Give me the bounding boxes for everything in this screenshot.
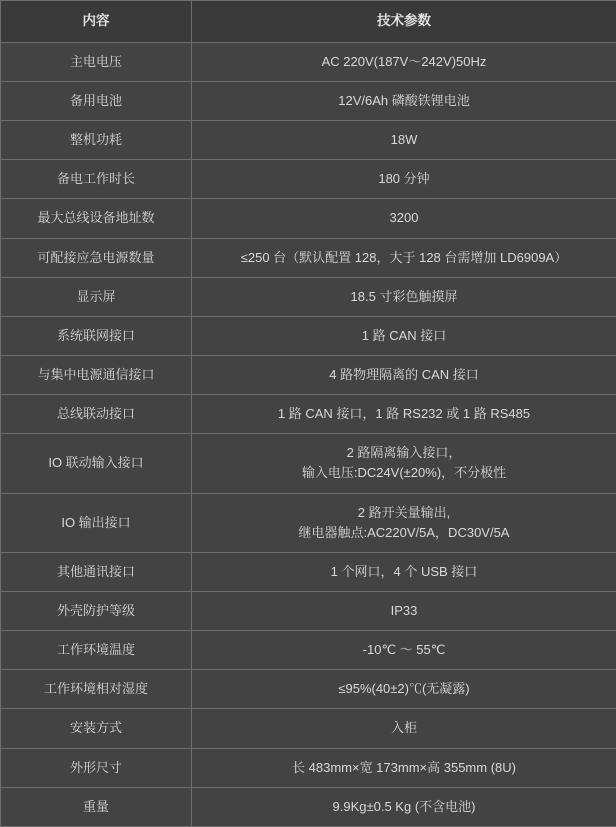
row-value-line: 2 路开关量输出, xyxy=(198,503,610,523)
table-row xyxy=(1,631,616,670)
row-item-cell: 系统联网接口 xyxy=(1,316,192,355)
row-value-line: -10℃ ～ 55℃ xyxy=(198,640,610,660)
row-value-line: 18W xyxy=(198,130,610,150)
row-value-line: 9.9Kg±0.5 Kg (不含电池) xyxy=(198,797,610,817)
table-row xyxy=(1,316,616,355)
table-row xyxy=(1,42,616,81)
row-value-cell xyxy=(192,316,616,355)
table-row xyxy=(1,82,616,121)
column-header-item: 内容 xyxy=(1,1,192,43)
row-value-cell xyxy=(192,395,616,434)
row-value-line: 1 个网口，4 个 USB 接口 xyxy=(198,562,610,582)
row-value-line: ≤95%(40±2)℃(无凝露) xyxy=(198,679,610,699)
table-row xyxy=(1,356,616,395)
row-item-cell: 工作环境相对湿度 xyxy=(1,670,192,709)
table-header xyxy=(1,1,616,43)
row-value-cell xyxy=(192,42,616,81)
table-row xyxy=(1,670,616,709)
row-value-line: 4 路物理隔离的 CAN 接口 xyxy=(198,365,610,385)
table-row xyxy=(1,552,616,591)
row-value-line: 1 路 CAN 接口 xyxy=(198,326,610,346)
table-row xyxy=(1,238,616,277)
row-item-cell: 外壳防护等级 xyxy=(1,592,192,631)
row-value-line: 18.5 寸彩色触摸屏 xyxy=(198,287,610,307)
column-header-value: 技术参数 xyxy=(192,1,616,43)
row-value-line: 12V/6Ah 磷酸铁锂电池 xyxy=(198,91,610,111)
table-row xyxy=(1,592,616,631)
row-value-cell xyxy=(192,670,616,709)
row-value-cell xyxy=(192,631,616,670)
row-value-cell xyxy=(192,493,616,552)
table-row xyxy=(1,434,616,493)
row-value-cell xyxy=(192,592,616,631)
row-value-line: IP33 xyxy=(198,601,610,621)
row-item-cell: 备用电池 xyxy=(1,82,192,121)
row-item-cell: IO 联动输入接口 xyxy=(1,434,192,493)
row-value-cell xyxy=(192,82,616,121)
table-row xyxy=(1,493,616,552)
row-value-line: 长 483mm×宽 173mm×高 355mm (8U) xyxy=(198,758,610,778)
table-row xyxy=(1,748,616,787)
row-value-cell xyxy=(192,121,616,160)
table-row xyxy=(1,121,616,160)
table-row xyxy=(1,199,616,238)
row-item-cell: 安装方式 xyxy=(1,709,192,748)
row-item-cell: IO 输出接口 xyxy=(1,493,192,552)
row-value-line: ≤250 台（默认配置 128，大于 128 台需增加 LD6909A） xyxy=(198,248,610,268)
row-item-cell: 与集中电源通信接口 xyxy=(1,356,192,395)
row-value-line: 入柜 xyxy=(198,718,610,738)
row-item-cell: 主电电压 xyxy=(1,42,192,81)
row-value-line: 180 分钟 xyxy=(198,169,610,189)
row-value-cell xyxy=(192,356,616,395)
row-value-cell xyxy=(192,277,616,316)
row-item-cell: 重量 xyxy=(1,787,192,826)
row-item-cell: 外形尺寸 xyxy=(1,748,192,787)
table-row xyxy=(1,160,616,199)
table-row xyxy=(1,395,616,434)
row-value-line: 输入电压:DC24V(±20%)，不分极性 xyxy=(198,463,610,483)
row-value-cell xyxy=(192,748,616,787)
table-header-row xyxy=(1,1,616,43)
row-item-cell: 总线联动接口 xyxy=(1,395,192,434)
row-item-cell: 备电工作时长 xyxy=(1,160,192,199)
table-row xyxy=(1,277,616,316)
row-value-line: 2 路隔离输入接口， xyxy=(198,443,610,463)
row-value-cell xyxy=(192,787,616,826)
row-value-line: 继电器触点:AC220V/5A，DC30V/5A xyxy=(198,523,610,543)
row-item-cell: 其他通讯接口 xyxy=(1,552,192,591)
row-value-cell xyxy=(192,199,616,238)
row-item-cell: 最大总线设备地址数 xyxy=(1,199,192,238)
row-item-cell: 可配接应急电源数量 xyxy=(1,238,192,277)
row-value-line: 3200 xyxy=(198,208,610,228)
row-value-cell xyxy=(192,709,616,748)
table-row xyxy=(1,787,616,826)
row-value-cell xyxy=(192,238,616,277)
row-value-line: 1 路 CAN 接口，1 路 RS232 或 1 路 RS485 xyxy=(198,404,610,424)
row-item-cell: 显示屏 xyxy=(1,277,192,316)
row-value-line: AC 220V(187V～242V)50Hz xyxy=(198,52,610,72)
row-value-cell xyxy=(192,160,616,199)
row-value-cell xyxy=(192,552,616,591)
row-item-cell: 工作环境温度 xyxy=(1,631,192,670)
row-value-cell xyxy=(192,434,616,493)
table-row xyxy=(1,709,616,748)
table-body xyxy=(1,42,616,826)
row-item-cell: 整机功耗 xyxy=(1,121,192,160)
